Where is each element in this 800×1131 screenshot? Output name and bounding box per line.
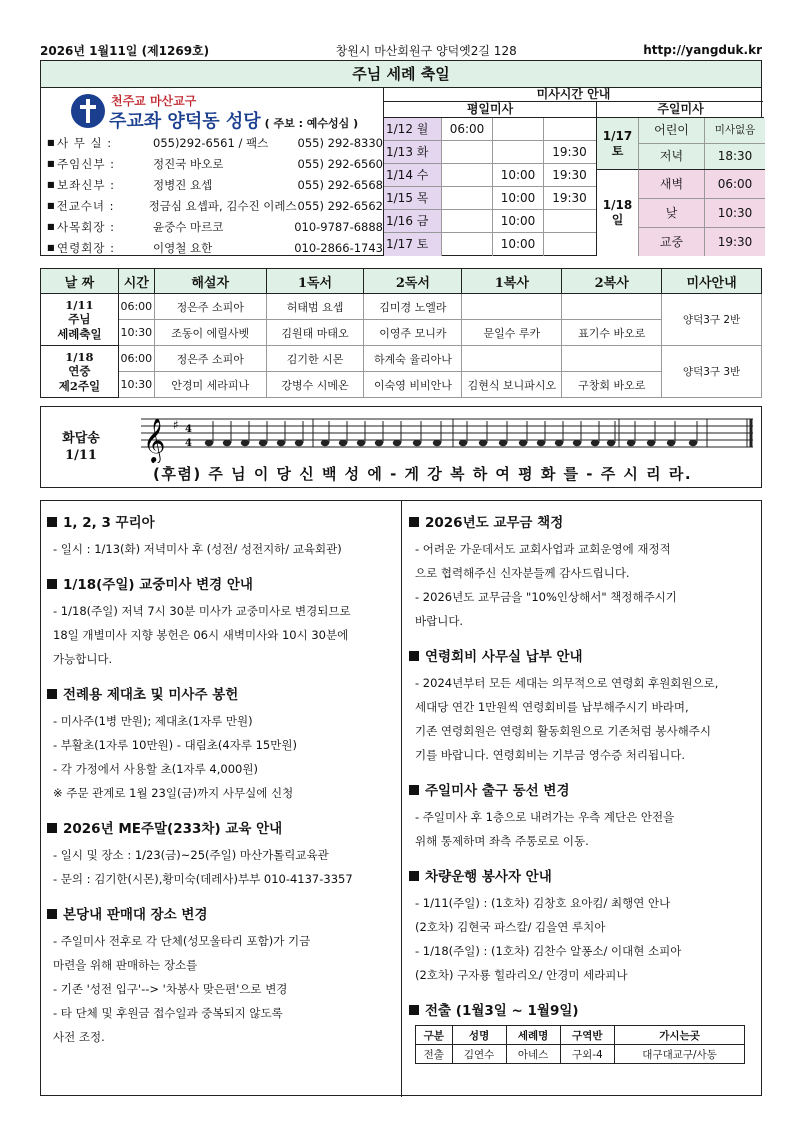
weekday-time — [442, 141, 493, 163]
liturgy-cell: 표기수 바오로 — [562, 320, 662, 346]
sunday-mass-table — [596, 102, 764, 256]
outgo-cell: 아네스 — [506, 1045, 560, 1064]
square-bullet-icon — [47, 517, 57, 527]
sunday-date-saturday: 1/17 토 — [597, 118, 639, 170]
notice-title — [409, 645, 757, 665]
column-divider — [401, 501, 402, 1097]
liturgy-cell: 강병수 시메온 — [266, 372, 364, 398]
liturgy-mass-note: 양덕3구 2반 — [662, 294, 762, 346]
staff-name: 정금심 요셉파, 김수진 이레스 — [148, 198, 297, 213]
liturgy-header-cell: 날 짜 — [41, 269, 119, 294]
weekday-row — [384, 233, 596, 256]
notice-line: 위해 통제하며 좌측 주통로로 이동. — [415, 834, 589, 848]
notice-line: - 타 단체 및 후원금 접수일과 중복되지 않도록 — [53, 1006, 283, 1020]
outgo-cell: 전출 — [416, 1045, 453, 1064]
psalm-lyrics: (후렴) 주 님 이 당 신 백 성 에 - 게 강 복 하 여 평 화 를 - 주 시 리 라. — [153, 465, 693, 483]
notice-title: 전출 (1월3일 ~ 1월9일) — [409, 999, 757, 1019]
liturgy-row — [41, 346, 762, 372]
staff-name: 윤중수 마르코 — [153, 219, 224, 234]
notice-line: - 1/18(주일) 저녁 7시 30분 미사가 교중미사로 변경되므로 — [53, 604, 351, 618]
staff-role: 전교수녀 : — [56, 198, 115, 213]
liturgy-header-row — [41, 269, 762, 294]
notice-line: - 1/18(주일) : (1호차) 김찬수 알퐁소/ 이대현 소피아 — [415, 944, 682, 958]
square-bullet-icon — [409, 871, 419, 881]
weekday-date: 1/17 토 — [384, 233, 442, 256]
notice-line: 기존 연령회원은 연령회 활동회원으로 기존처럼 봉사해주시 — [415, 724, 711, 738]
sunday-mass-title: 주일미사 — [597, 102, 764, 118]
notice-section — [47, 573, 395, 671]
notice-title-text: 2026년도 교무금 책정 — [425, 515, 564, 531]
liturgy-cell: 김현식 보니파시오 — [462, 372, 562, 398]
page-title: 주님 세례 축일 — [40, 60, 762, 88]
sunday-mass-label: 저녁 — [639, 144, 705, 169]
psalm-label: 화답송 1/11 — [62, 431, 100, 463]
sunday-date-sunday: 1/18 일 — [597, 170, 639, 256]
notice-title — [47, 511, 395, 531]
outgo-cell: 구외-4 — [560, 1045, 615, 1064]
weekday-time — [442, 164, 493, 186]
notice-line: 가능합니다. — [53, 652, 113, 666]
weekday-mass-title: 평일미사 — [384, 102, 596, 118]
staff-phone: 055) 292-6560 — [297, 156, 383, 171]
weekday-time — [544, 210, 595, 232]
liturgy-cell: 안경미 세라피나 — [154, 372, 266, 398]
staff-role: 보좌신부 : — [57, 177, 115, 192]
weekday-time: 10:00 — [493, 210, 544, 232]
notice-section — [409, 645, 757, 767]
weekday-row — [384, 118, 596, 141]
notice-line: 마련을 위해 판매하는 장소를 — [53, 958, 198, 972]
liturgy-cell: 조동이 에릴사벳 — [154, 320, 266, 346]
staff-row — [47, 216, 383, 237]
svg-text:♯: ♯ — [173, 418, 179, 432]
notice-line: - 2026년도 교무금을 "10%인상해서" 책정해주시기 — [415, 590, 677, 604]
liturgy-date: 1/11 주님 세례축일 — [41, 294, 119, 346]
notice-title — [409, 511, 757, 531]
cross-logo-icon — [71, 94, 105, 128]
liturgy-cell — [562, 294, 662, 320]
staff-name: 055)292-6561 / 팩스 — [153, 135, 269, 150]
notice-line: - 일시 및 장소 : 1/23(금)~25(주일) 마산가톨릭교육관 — [53, 848, 329, 862]
square-bullet-icon — [47, 823, 57, 833]
church-logo — [71, 92, 401, 130]
parish-title: 주교좌 양덕동 성당 — [109, 111, 261, 132]
notice-line: - 기존 '성전 입구'--> '차봉사 맞은편'으로 변경 — [53, 982, 288, 996]
outgo-header-cell: 세례명 — [506, 1026, 560, 1045]
notice-line: 세대당 연간 1만원씩 연령회비를 납부해주시기 바라며, — [415, 700, 689, 714]
church-address: 창원시 마산회원구 양덕옛2길 128 — [335, 43, 517, 58]
weekday-date: 1/15 목 — [384, 187, 442, 209]
notice-section — [47, 511, 395, 561]
liturgy-cell — [462, 346, 562, 372]
weekday-date: 1/12 월 — [384, 118, 442, 140]
sunday-mass-time: 19:30 — [705, 228, 765, 256]
notice-line: ※ 주문 관계로 1월 23일(금)까지 사무실에 신청 — [53, 786, 294, 800]
notices-right-column — [409, 511, 757, 1076]
notice-title-text: 1, 2, 3 꾸리아 — [63, 515, 155, 531]
square-bullet-icon: ■ — [47, 159, 55, 168]
outgo-header-cell: 구분 — [416, 1026, 453, 1045]
square-bullet-icon — [409, 517, 419, 527]
notice-title — [47, 683, 395, 703]
weekday-time — [544, 233, 595, 256]
liturgy-cell: 06:00 — [118, 294, 154, 320]
staff-row — [47, 174, 383, 195]
liturgy-cell: 10:30 — [118, 320, 154, 346]
liturgy-row — [41, 294, 762, 320]
liturgy-cell: 06:00 — [118, 346, 154, 372]
notice-title — [409, 865, 757, 885]
sunday-row — [639, 228, 765, 256]
square-bullet-icon — [409, 785, 419, 795]
staff-role: 연령회장 : — [57, 240, 115, 255]
square-bullet-icon: ■ — [47, 138, 55, 147]
staff-row — [47, 237, 383, 258]
sunday-mass-time: 10:30 — [705, 199, 765, 227]
notice-line: 사전 조정. — [53, 1030, 105, 1044]
notice-line: (2호차) 김현국 파스칼/ 김을연 루치아 — [415, 920, 606, 934]
sunday-mass-time: 06:00 — [705, 170, 765, 198]
liturgy-roster-table — [40, 268, 762, 398]
liturgy-header-cell: 1복사 — [462, 269, 562, 294]
notices-left-column — [47, 511, 395, 1061]
sunday-mass-time: 18:30 — [705, 144, 765, 169]
liturgy-header-cell: 2복사 — [562, 269, 662, 294]
notice-line: - 2024년부터 모든 세대는 의무적으로 연령회 후원회원으로, — [415, 676, 719, 690]
staff-name: 이영철 요한 — [153, 240, 213, 255]
svg-text:4: 4 — [185, 438, 192, 449]
weekday-time — [544, 118, 595, 140]
sunday-mass-label: 낮 — [639, 199, 705, 227]
sunday-mass-label: 새벽 — [639, 170, 705, 198]
outgo-header-row — [416, 1026, 745, 1045]
notice-title-text: 본당내 판매대 장소 변경 — [63, 907, 208, 923]
notice-title-text: 주일미사 출구 동선 변경 — [425, 783, 570, 799]
liturgy-cell — [562, 346, 662, 372]
staff-row — [47, 195, 383, 216]
weekday-mass-table — [384, 102, 596, 256]
responsorial-psalm — [40, 406, 762, 488]
weekday-date: 1/13 화 — [384, 141, 442, 163]
weekday-time: 10:00 — [493, 233, 544, 256]
notice-section — [409, 865, 757, 987]
weekday-time: 10:00 — [493, 164, 544, 186]
liturgy-row — [41, 372, 762, 398]
notice-line: - 어려운 가운데서도 교회사업과 교회운영에 재정적 — [415, 542, 671, 556]
notice-title-text: 1/18(주일) 교중미사 변경 안내 — [63, 577, 253, 593]
weekday-time — [442, 210, 493, 232]
notice-title — [409, 779, 757, 799]
square-bullet-icon — [409, 1005, 419, 1015]
weekday-time: 10:00 — [493, 187, 544, 209]
notice-line: 으로 협력해주신 신자분들께 감사드립니다. — [415, 566, 630, 580]
outgo-cell: 대구대교구/사동 — [615, 1045, 745, 1064]
issue-date: 2026년 1월11일 (제1269호) — [40, 43, 210, 58]
notice-title — [47, 817, 395, 837]
liturgy-cell: 김미경 노엘라 — [364, 294, 462, 320]
outgo-header-cell: 구역반 — [560, 1026, 615, 1045]
square-bullet-icon: ■ — [47, 243, 55, 252]
sunday-row — [639, 118, 765, 144]
square-bullet-icon: ■ — [47, 201, 55, 210]
liturgy-cell: 10:30 — [118, 372, 154, 398]
notice-line: 바랍니다. — [415, 614, 464, 628]
liturgy-cell: 문일수 루카 — [462, 320, 562, 346]
liturgy-header-cell: 해설자 — [154, 269, 266, 294]
psalm-music-staff — [141, 409, 761, 463]
weekday-time — [493, 118, 544, 140]
liturgy-header-cell: 2독서 — [364, 269, 462, 294]
staff-role: 사 무 실 : — [57, 135, 113, 150]
square-bullet-icon — [47, 579, 57, 589]
liturgy-cell: 허태범 요셉 — [266, 294, 364, 320]
notice-line: - 주일미사 전후로 각 단체(성모울타리 포함)가 기금 — [53, 934, 311, 948]
outgo-row — [416, 1045, 745, 1064]
weekday-time — [442, 187, 493, 209]
weekday-row — [384, 141, 596, 164]
weekday-time: 19:30 — [552, 168, 587, 182]
outgo-cell: 김연수 — [452, 1045, 506, 1064]
notice-title-text: 연령회비 사무실 납부 안내 — [425, 649, 583, 665]
svg-text:4: 4 — [185, 424, 192, 435]
staff-name: 정병진 요셉 — [153, 177, 213, 192]
mass-schedule — [383, 88, 763, 256]
notice-section — [409, 779, 757, 853]
svg-text:𝄞: 𝄞 — [143, 418, 166, 462]
website-url[interactable]: http://yangduk.kr — [643, 43, 762, 57]
square-bullet-icon — [409, 651, 419, 661]
square-bullet-icon — [47, 689, 57, 699]
notices-panel — [40, 500, 762, 1096]
notice-line: - 부활초(1자루 10만원) - 대림초(4자루 15만원) — [53, 738, 297, 752]
liturgy-cell: 김기한 시몬 — [266, 346, 364, 372]
notice-title — [47, 903, 395, 923]
notice-title-text: 2026년 ME주말(233차) 교육 안내 — [63, 821, 283, 837]
notice-line: - 미사주(1병 만원); 제대초(1자루 만원) — [53, 714, 253, 728]
liturgy-cell — [462, 294, 562, 320]
liturgy-date: 1/18 연중 제2주일 — [41, 346, 119, 398]
weekday-time: 19:30 — [552, 145, 587, 159]
staff-role: 사목회장 : — [57, 219, 115, 234]
parish-name — [109, 107, 358, 133]
liturgy-cell: 하계숙 율리아나 — [364, 346, 462, 372]
square-bullet-icon — [47, 909, 57, 919]
notice-line: 기를 바랍니다. 연령회비는 기부금 영수증 처리됩니다. — [415, 748, 685, 762]
sunday-mass-label: 어린이 — [639, 118, 705, 143]
weekday-date: 1/14 수 — [384, 164, 442, 186]
weekday-time: 19:30 — [552, 191, 587, 205]
sunday-row — [639, 144, 765, 170]
liturgy-cell: 이숙영 비비안나 — [364, 372, 462, 398]
header-panel — [40, 88, 762, 256]
diocese-name: 천주교 마산교구 — [111, 94, 197, 108]
notice-line: 18일 개별미사 지향 봉헌은 06시 새벽미사와 10시 30분에 — [53, 628, 349, 642]
sunday-row — [639, 199, 765, 228]
staff-phone: 055) 292-6568 — [297, 177, 383, 192]
square-bullet-icon: ■ — [47, 222, 55, 231]
notice-line: - 주일미사 후 1층으로 내려가는 우측 계단은 안전을 — [415, 810, 675, 824]
notice-outgo — [409, 999, 757, 1064]
weekday-time — [442, 233, 493, 256]
weekday-time: 06:00 — [442, 118, 493, 140]
staff-phone: 055) 292-8330 — [297, 135, 383, 150]
notice-section — [409, 511, 757, 633]
notice-title-text: 전례용 제대초 및 미사주 봉헌 — [63, 687, 239, 703]
liturgy-cell: 구창회 바오로 — [562, 372, 662, 398]
sunday-row — [639, 170, 765, 199]
weekday-date: 1/16 금 — [384, 210, 442, 232]
liturgy-header-cell: 미사안내 — [662, 269, 762, 294]
staff-role: 주임신부 : — [57, 156, 115, 171]
notice-section — [47, 817, 395, 891]
top-bar — [40, 40, 762, 60]
notice-title — [47, 573, 395, 593]
weekday-row — [384, 187, 596, 210]
sunday-mass-time: 미사없음 — [705, 118, 765, 143]
weekday-row — [384, 164, 596, 187]
liturgy-mass-note: 양덕3구 3반 — [662, 346, 762, 398]
liturgy-row — [41, 320, 762, 346]
notice-line: (2호차) 구자룡 힐라리오/ 안경미 세라피나 — [415, 968, 628, 982]
liturgy-header-cell: 시간 — [118, 269, 154, 294]
weekday-time — [493, 141, 544, 163]
staff-phone: 055) 292-6562 — [297, 198, 383, 213]
notice-line: - 문의 : 김기한(시몬),황미숙(데레사)부부 010-4137-3357 — [53, 872, 353, 886]
outgo-header-cell: 성명 — [452, 1026, 506, 1045]
staff-phone: 010-2866-1743 — [294, 240, 383, 255]
staff-row — [47, 132, 383, 153]
staff-list — [47, 132, 383, 258]
square-bullet-icon: ■ — [47, 180, 55, 189]
notice-title-text: 차량운행 봉사자 안내 — [425, 869, 552, 885]
sunday-mass-label: 교중 — [639, 228, 705, 256]
staff-row — [47, 153, 383, 174]
weekday-row — [384, 210, 596, 233]
outgo-header-cell: 가시는곳 — [615, 1026, 745, 1045]
notice-line: - 각 가정에서 사용할 초(1자루 4,000원) — [53, 762, 258, 776]
liturgy-cell: 정은주 소피아 — [154, 294, 266, 320]
patron-saint: ( 주보 : 예수성심 ) — [264, 117, 359, 130]
liturgy-header-cell: 1독서 — [266, 269, 364, 294]
staff-phone: 010-9787-6888 — [294, 219, 383, 234]
staff-name: 정진국 바오로 — [153, 156, 224, 171]
outgo-table — [415, 1025, 745, 1064]
notice-line: - 일시 : 1/13(화) 저녁미사 후 (성전/ 성전지하/ 교육회관) — [53, 542, 342, 556]
liturgy-cell: 정은주 소피아 — [154, 346, 266, 372]
liturgy-cell: 김원태 마태오 — [266, 320, 364, 346]
notice-section — [47, 683, 395, 805]
mass-schedule-heading: 미사시간 안내 — [383, 88, 763, 102]
liturgy-cell: 이영주 모니카 — [364, 320, 462, 346]
notice-line: - 1/11(주일) : (1호차) 김창호 요아킴/ 최행연 안나 — [415, 896, 671, 910]
notice-section — [47, 903, 395, 1049]
